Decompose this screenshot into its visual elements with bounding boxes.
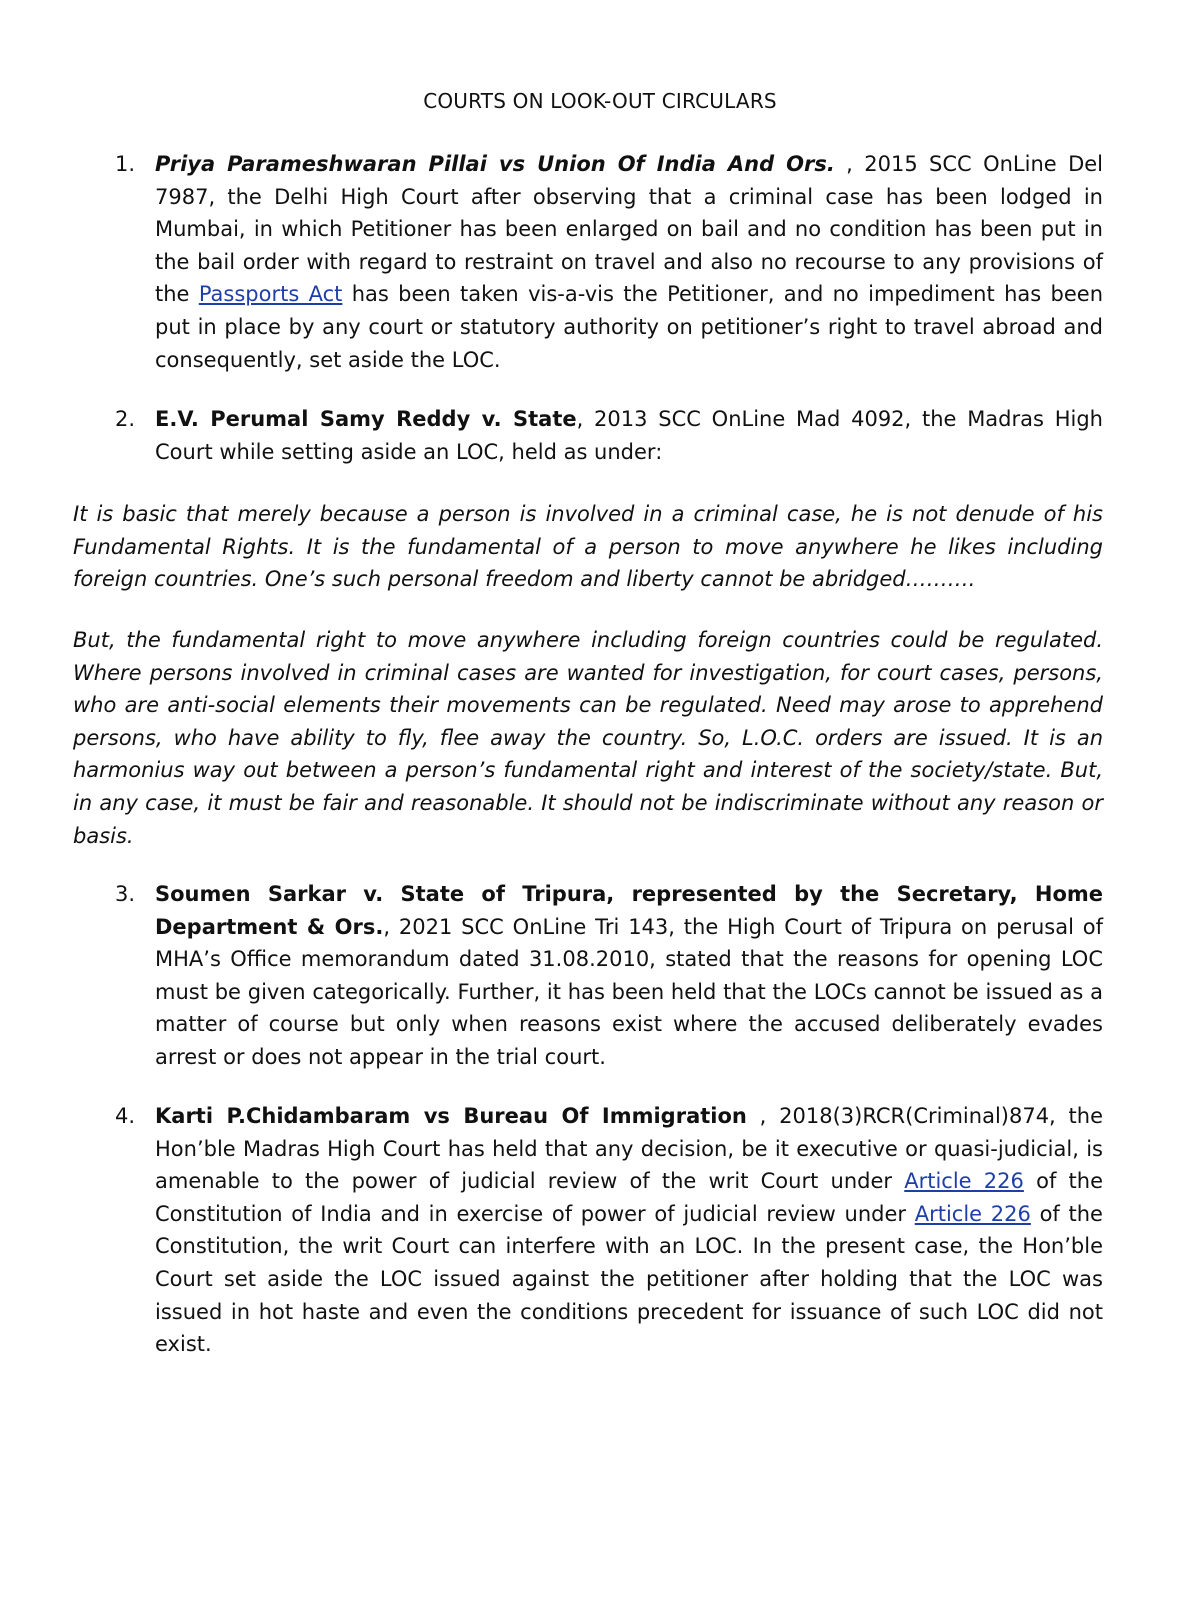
case-text: , 2013 SCC OnLine Mad 4092, the Madras High Court while setting aside an LOC, held as under: [155, 407, 1103, 464]
case-item-4 [115, 1100, 1104, 1361]
case-text: of the Constitution, the writ Court can interfere with an LOC. In the present case, the Hon’ble Court set aside the LOC issued against the petitioner after holding that the LOC was issued in hot haste and even the conditions precedent for issuance of such LOC did not exist. [155, 1201, 1103, 1357]
article-226-link[interactable]: Article 226 [904, 1169, 1024, 1194]
quote-paragraph-1: It is basic that merely because a person is involved in a criminal case, he is not denude of his Fundamental Rights. It is the fundamental of a person to move anywhere he likes including foreign countries. One’s such personal freedom and liberty cannot be abridged………. [73, 502, 1103, 592]
case-item-2 [115, 403, 1103, 468]
item-number: 2. [115, 407, 136, 431]
case-name: Priya Parameshwaran Pillai vs Union Of India And Ors. [155, 152, 835, 176]
case-text: , 2015 SCC OnLine Del 7987, the Delhi High Court after observing that a criminal case has been lodged in Mumbai, in which Petitioner has been enlarged on bail and no condition has been put in the bail order with regard to restraint on travel and also no recourse to any provisions of the [155, 152, 1103, 307]
case-text: , 2018(3)RCR(Criminal)874, the Hon’ble Madras High Court has held that any decision, be it executive or quasi-judicial, is amenable to the power of judicial review of the writ Court under [155, 1104, 1104, 1194]
case-name: Karti P.Chidambaram vs Bureau Of Immigration [155, 1104, 747, 1128]
case-item-3 [115, 878, 1103, 1074]
case-text: has been taken vis-a-vis the Petitioner, and no impediment has been put in place by any court or statutory authority on petitioner’s right to travel abroad and consequently, set aside the LOC. [155, 282, 1103, 372]
case-name: E.V. Perumal Samy Reddy v. State [155, 407, 577, 431]
case-name: Soumen Sarkar v. State of Tripura, represented by the Secretary, Home Department & Ors. [155, 882, 1103, 939]
quote-paragraph-2: But, the fundamental right to move anywhere including foreign countries could be regulated. Where persons involved in criminal cases are wanted for investigation, for court cases, persons, who are anti-social elements their movements can be regulated. Need may arose to apprehend persons, who have ability to fly, flee away the country. So, L.O.C. orders are issued. It is an harmonius way out between a person’s fundamental right and interest of the society/state. But, in any case, it must be fair and reasonable. It should not be indiscriminate without any reason or basis. [73, 628, 1103, 848]
item-number: 1. [115, 152, 136, 176]
item-number: 3. [115, 882, 136, 906]
case-text: of the Constitution of India and in exercise of power of judicial review under [155, 1169, 1103, 1226]
page-title: COURTS ON LOOK-OUT CIRCULARS [423, 89, 777, 113]
article-226-link[interactable]: Article 226 [914, 1201, 1031, 1226]
item-number: 4. [115, 1104, 136, 1128]
case-item-1 [115, 148, 1103, 376]
passports-act-link[interactable]: Passports Act [198, 282, 343, 307]
case-text: , 2021 SCC OnLine Tri 143, the High Court of Tripura on perusal of MHA’s Office memorandum dated 31.08.2010, stated that the reasons for opening LOC must be given categorically. Further, it has been held that the LOCs cannot be issued as a matter of course but only when reasons exist where the accused deliberately evades arrest or does not appear in the trial court. [155, 914, 1103, 1069]
